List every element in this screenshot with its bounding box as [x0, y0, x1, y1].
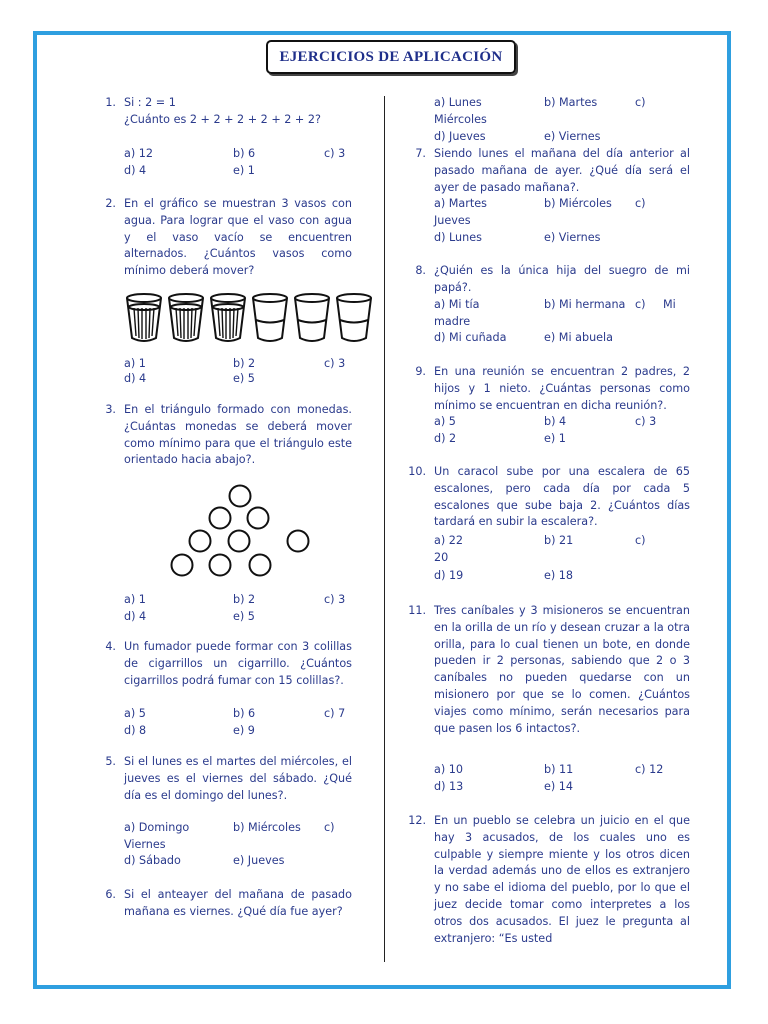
- question-text: ¿Quién es la única hija del suegro de mi papá?.: [434, 264, 690, 294]
- option-c-text: Viernes: [124, 838, 166, 851]
- option-a: a) Lunes: [434, 96, 482, 109]
- option-e: e) Viernes: [544, 231, 601, 244]
- coins-extra: [168, 482, 328, 582]
- question-number: 5.: [105, 755, 116, 768]
- question-11: [402, 603, 692, 757]
- question-8: [402, 263, 692, 299]
- question-line: ¿Cuánto es 2 + 2 + 2 + 2 + 2 + 2?: [124, 112, 321, 126]
- option-c-text: Miércoles: [434, 113, 487, 126]
- question-7: [402, 146, 692, 200]
- question-text: En el triángulo formado con monedas. ¿Cuántas monedas se deberá mover como mínimo para que el triángulo este orientado hacia abajo?.: [124, 403, 352, 467]
- question-1: [92, 95, 352, 131]
- option-c: c) 3: [324, 593, 346, 606]
- question-number: 6.: [105, 888, 116, 901]
- glass-empty-icon: [253, 294, 287, 341]
- question-3: [92, 402, 352, 472]
- option-b: b) 6: [233, 147, 256, 160]
- option-e: e) Mi abuela: [544, 331, 614, 344]
- question-2: [92, 196, 352, 282]
- option-b: b) Mi hermana: [544, 298, 626, 311]
- option-e: e) 1: [233, 164, 255, 177]
- title-box: [266, 40, 516, 74]
- question-text: Si el lunes es el martes del miércoles, el jueves es el viernes del sábado. ¿Qué día es el domingo del lunes?.: [124, 755, 352, 802]
- option-e: e) 1: [544, 432, 566, 445]
- option-b: b) 2: [233, 357, 256, 370]
- option-d: d) 8: [124, 724, 147, 737]
- option-c-text: Jueves: [434, 214, 471, 227]
- option-e: e) 14: [544, 780, 574, 793]
- question-text: Siendo lunes el mañana del día anterior al pasado mañana de ayer. ¿Qué día será el ayer de pasado mañana?.: [434, 147, 690, 194]
- question-line: Si : 2 = 1: [124, 96, 176, 109]
- question-text: En una reunión se encuentran 2 padres, 2 hijos y 1 nieto. ¿Cuántas personas como mínimo se encuentran en dicha reunión?.: [434, 365, 690, 412]
- option-c: c): [324, 821, 335, 834]
- option-b: b) Miércoles: [233, 821, 301, 834]
- question-12: [402, 813, 692, 953]
- option-a: a) Mi tía: [434, 298, 480, 311]
- option-b: b) 2: [233, 593, 256, 606]
- question-number: 8.: [415, 264, 426, 277]
- question-text: Un fumador puede formar con 3 colillas de cigarrillos un cigarrillo. ¿Cuántos cigarrillos podrá fumar con 15 colillas?.: [124, 640, 352, 687]
- glass-empty-icon: [295, 294, 329, 341]
- option-d: d) 4: [124, 610, 147, 623]
- question-text: En un pueblo se celebra un juicio en el que hay 3 acusados, de los cuales uno es culpable y siempre miente y los otros dicen la verdad además uno de ellos es extranjero y no sabe el idioma del pueblo, por lo que el juez decide tomar como interpretes a los otros dos acusados. El juez le pregunta al extranjero: “Es usted: [434, 814, 690, 945]
- question-number: 7.: [415, 147, 426, 160]
- option-c-text: 20: [434, 551, 449, 564]
- glasses-figure: [124, 292, 372, 344]
- option-c: c): [635, 96, 646, 109]
- question-number: 2.: [105, 197, 116, 210]
- question-number: 12.: [408, 814, 426, 827]
- glass-full-icon: [211, 294, 245, 341]
- option-d: d) Jueves: [434, 130, 486, 143]
- option-c-text: Mi: [663, 298, 676, 311]
- option-e: e) Viernes: [544, 130, 601, 143]
- option-c: c): [635, 197, 646, 210]
- option-a: a) 5: [124, 707, 146, 720]
- option-a: a) Domingo: [124, 821, 190, 834]
- question-text: Tres caníbales y 3 misioneros se encuentran en la orilla de un río y desean cruzar a la otra orilla, para lo cual tienen un bote, en donde pueden ir 2 personas, sabiendo que 2 o 3 caníbales no pueden quedarse con un misionero por que se lo comen. ¿Cuántos viajes como mínimo, serán necesarios para que pasen los 6 intactos?.: [434, 604, 690, 735]
- option-c: c) 3: [635, 415, 657, 428]
- question-number: 4.: [105, 640, 116, 653]
- question-number: 9.: [415, 365, 426, 378]
- question-number: 11.: [408, 604, 426, 617]
- option-c-text-cont: madre: [434, 315, 471, 328]
- question-text: Si el anteayer del mañana de pasado mañana es viernes. ¿Qué día fue ayer?: [124, 888, 352, 918]
- option-b: b) 21: [544, 534, 574, 547]
- option-b: b) 11: [544, 763, 574, 776]
- option-b: b) Martes: [544, 96, 598, 109]
- option-c: c): [635, 298, 646, 311]
- option-e: e) 5: [233, 610, 255, 623]
- option-d: d) 13: [434, 780, 464, 793]
- option-c: c) 12: [635, 763, 664, 776]
- option-e: e) 18: [544, 569, 574, 582]
- option-a: a) 1: [124, 593, 146, 606]
- option-d: d) 4: [124, 372, 147, 385]
- option-c: c) 7: [324, 707, 346, 720]
- question-text: Un caracol sube por una escalera de 65 escalones, pero cada día por cada 5 escalones que sube baja 2. ¿Cuántos días tardará en subir la escalera?.: [434, 465, 690, 529]
- question-4: [92, 639, 352, 693]
- option-c: c) 3: [324, 357, 346, 370]
- option-a: a) 22: [434, 534, 464, 547]
- option-e: e) 9: [233, 724, 255, 737]
- option-b: b) 4: [544, 415, 567, 428]
- glass-full-icon: [169, 294, 203, 341]
- column-divider: [384, 96, 385, 962]
- question-number: 1.: [105, 96, 116, 109]
- question-text: En el gráfico se muestran 3 vasos con agua. Para lograr que el vaso con agua y el vaso vacío se encuentren alternados. ¿Cuántos vasos como mínimo deberá mover?: [124, 197, 352, 278]
- option-a: a) 12: [124, 147, 154, 160]
- option-b: b) Miércoles: [544, 197, 612, 210]
- option-a: a) 1: [124, 357, 146, 370]
- question-9: [402, 364, 692, 418]
- glass-full-icon: [127, 294, 161, 341]
- option-c: c): [635, 534, 646, 547]
- option-b: b) 6: [233, 707, 256, 720]
- question-6: [92, 887, 352, 923]
- option-e: e) 5: [233, 372, 255, 385]
- option-d: d) Sábado: [124, 854, 181, 867]
- option-d: d) Lunes: [434, 231, 482, 244]
- option-d: d) 4: [124, 164, 147, 177]
- question-5: [92, 754, 352, 808]
- option-d: d) 19: [434, 569, 464, 582]
- option-c: c) 3: [324, 147, 346, 160]
- option-a: a) 5: [434, 415, 456, 428]
- option-a: a) 10: [434, 763, 464, 776]
- glass-empty-icon: [337, 294, 371, 341]
- option-a: a) Martes: [434, 197, 487, 210]
- option-d: d) 2: [434, 432, 457, 445]
- option-e: e) Jueves: [233, 854, 285, 867]
- question-10: [402, 464, 692, 534]
- question-number: 3.: [105, 403, 116, 416]
- page-title: EJERCICIOS DE APLICACIÓN: [279, 48, 503, 65]
- question-number: 10.: [408, 465, 426, 478]
- option-d: d) Mi cuñada: [434, 331, 507, 344]
